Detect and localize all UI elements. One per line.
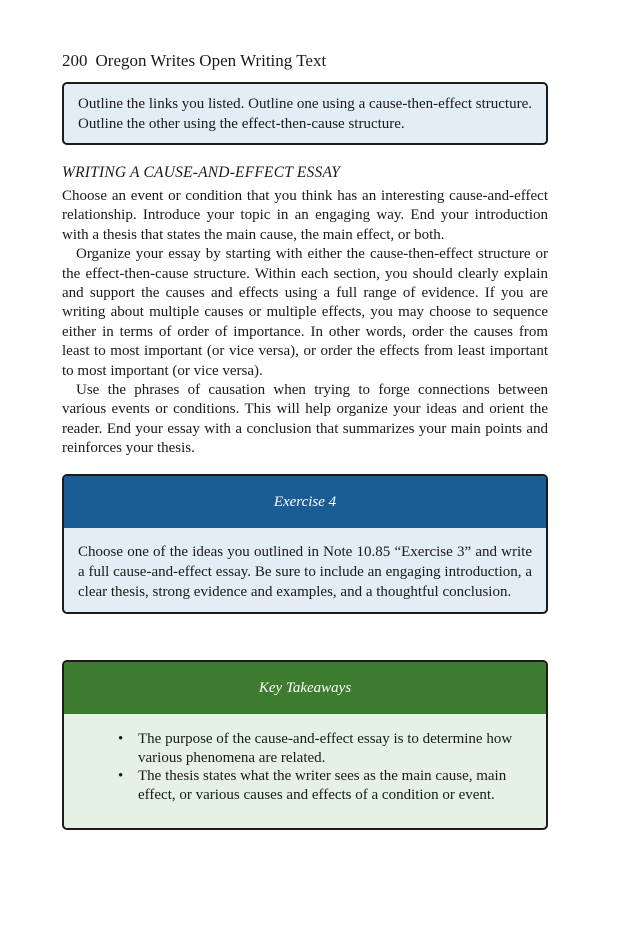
body-paragraph-1: Choose an event or condition that you think has an interesting cause-and-effect relationship. Introduce your topic in an engaging way. End your introduction with a thesis that states the main cause, the main effect, or both. — [62, 188, 548, 243]
exercise-text: Choose one of the ideas you outlined in Note 10.85 “Exercise 3” and write a full cause-and-effect essay. Be sure to include an engaging introduction, a clear thesis, strong evidence and examples, and a thoughtful conclusion. — [78, 544, 532, 600]
key-takeaways-box — [62, 660, 548, 830]
section-body — [62, 187, 548, 459]
section-title: WRITING A CAUSE-AND-EFFECT ESSAY — [62, 164, 341, 181]
page-header — [62, 50, 326, 72]
bullet-icon: • — [118, 768, 124, 784]
outline-note-text: Outline the links you listed. Outline one using a cause-then-effect structure. Outline the other using the effect-then-cause structure. — [78, 96, 532, 132]
running-title: Oregon Writes Open Writing Text — [95, 51, 327, 70]
exercise-title: Exercise 4 — [273, 493, 337, 510]
body-paragraph-2: Organize your essay by starting with either the cause-then-effect structure or the effect-then-cause structure. Within each section, you should clearly explain and support the causes and effects using a full range of evidence. If you are writing about multiple causes or multiple effects, you may choose to sequence either in terms of order of importance. In other words, order the causes from least to most important (or vice versa), or order the effects from least important to most important (or vice versa). — [62, 246, 548, 379]
exercise-header — [64, 476, 546, 528]
key-takeaways-header — [64, 662, 546, 714]
takeaway-text: The thesis states what the writer sees as the main cause, main effect, or various causes and effects of a condition or event. — [138, 768, 507, 803]
bullet-icon: • — [118, 731, 124, 747]
exercise-body — [64, 528, 546, 602]
key-takeaways-list — [64, 714, 546, 804]
exercise-box — [62, 474, 548, 614]
list-item — [118, 730, 522, 767]
outline-note-box — [62, 82, 548, 145]
takeaway-text: The purpose of the cause-and-effect essay is to determine how various phenomena are related. — [138, 731, 513, 766]
page-number: 200 — [62, 51, 88, 70]
list-item — [118, 767, 522, 804]
key-takeaways-title: Key Takeaways — [258, 679, 352, 696]
body-paragraph-3: Use the phrases of causation when trying to forge connections between various events or conditions. This will help organize your ideas and orient the reader. End your essay with a conclusion that summarizes your main points and reinforces your thesis. — [62, 382, 548, 457]
